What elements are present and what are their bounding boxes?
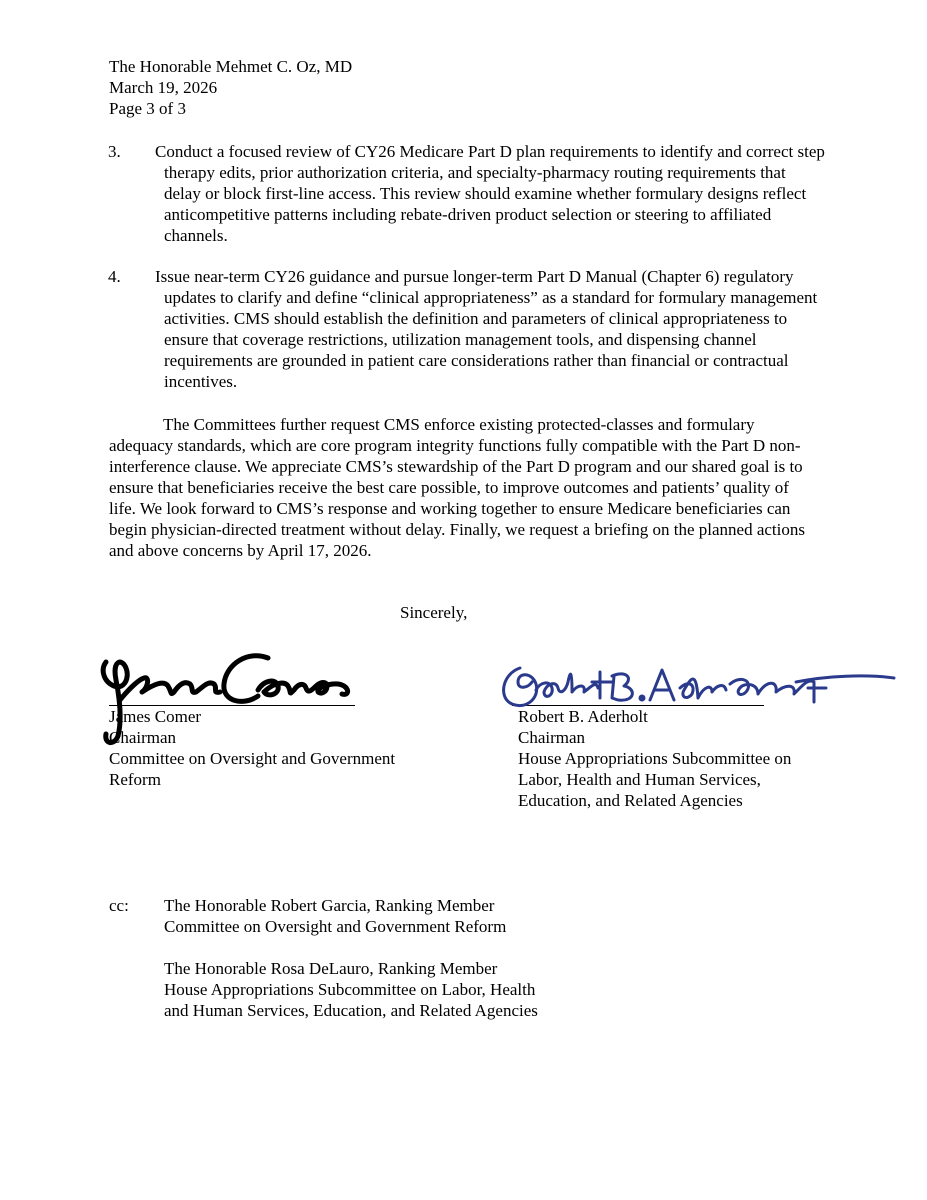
page-number: Page 3 of 3	[109, 99, 186, 118]
signer-org: Labor, Health and Human Services,	[518, 770, 761, 789]
list-item-3	[108, 141, 826, 246]
cc-label: cc:	[109, 896, 129, 915]
signer-name: Robert B. Aderholt	[518, 707, 648, 726]
signature-stroke	[504, 668, 537, 706]
list-number: 4.	[108, 267, 121, 286]
signer-org: Education, and Related Agencies	[518, 791, 743, 810]
cc-line: and Human Services, Education, and Related Agencies	[164, 1001, 538, 1020]
list-text: Conduct a focused review of CY26 Medicare Part D plan requirements to identify and correct step therapy edits, prior authorization criteria, and specialty-pharmacy routing requirements that delay or block first-line access. This review should examine whether formulary designs reflect anticompetitive patterns including rebate-driven product selection or steering to affiliated channels.	[155, 142, 825, 245]
cc-line: House Appropriations Subcommittee on Labor, Health	[164, 980, 536, 999]
cc-line: The Honorable Rosa DeLauro, Ranking Member	[164, 959, 498, 978]
signature-stroke	[730, 679, 826, 702]
body-paragraph: The Committees further request CMS enforce existing protected-classes and formulary adequacy standards, which are core program integrity functions fully compatible with the Part D non-interference clause. We appreciate CMS’s stewardship of the Part D program and our shared goal is to ensure that beneficiaries receive the best care possible, to improve outcomes and patients’ quality of life. We look forward to CMS’s response and working together to ensure Medicare beneficiaries can begin physician-directed treatment without delay. Finally, we request a briefing on the planned actions and above concerns by April 17, 2026.	[109, 415, 805, 560]
list-item-4	[108, 266, 826, 392]
signer-org: Reform	[109, 770, 161, 789]
signature-stroke	[258, 681, 348, 695]
signature-dot	[640, 696, 644, 700]
list-text: Issue near-term CY26 guidance and pursue longer-term Part D Manual (Chapter 6) regulatory updates to clarify and define “clinical appropriateness” as a standard for formulary management activities. CMS should establish the definition and parameters of clinical appropriateness to ensure that coverage restrictions, utilization management tools, and dispensing channel requirements are grounded in patient care considerations rather than financial or contractual incentives.	[155, 267, 818, 391]
signature-stroke	[120, 678, 220, 700]
signer-title: Chairman	[109, 728, 177, 747]
signature-comer	[98, 640, 358, 750]
signature-stroke	[650, 670, 726, 700]
letter-header	[109, 56, 352, 119]
cc-line: The Honorable Robert Garcia, Ranking Member	[164, 896, 495, 915]
signature-stroke	[536, 674, 598, 696]
cc-entry	[164, 895, 824, 937]
signer-org: House Appropriations Subcommittee on	[518, 749, 792, 768]
cc-entry	[164, 958, 824, 1021]
signer-name: James Comer	[109, 707, 202, 726]
signature-aderholt	[496, 658, 896, 724]
recipient-line: The Honorable Mehmet C. Oz, MD	[109, 57, 353, 76]
date-line: March 19, 2026	[109, 78, 218, 97]
signer-org: Committee on Oversight and Government	[109, 749, 396, 768]
cc-line: Committee on Oversight and Government Reform	[164, 917, 507, 936]
list-number: 3.	[108, 142, 121, 161]
closing-salutation: Sincerely,	[400, 603, 468, 622]
cc-entries	[164, 895, 824, 1042]
signature-stroke	[103, 662, 127, 743]
signature-stroke	[224, 656, 268, 702]
signer-title: Chairman	[518, 728, 586, 747]
